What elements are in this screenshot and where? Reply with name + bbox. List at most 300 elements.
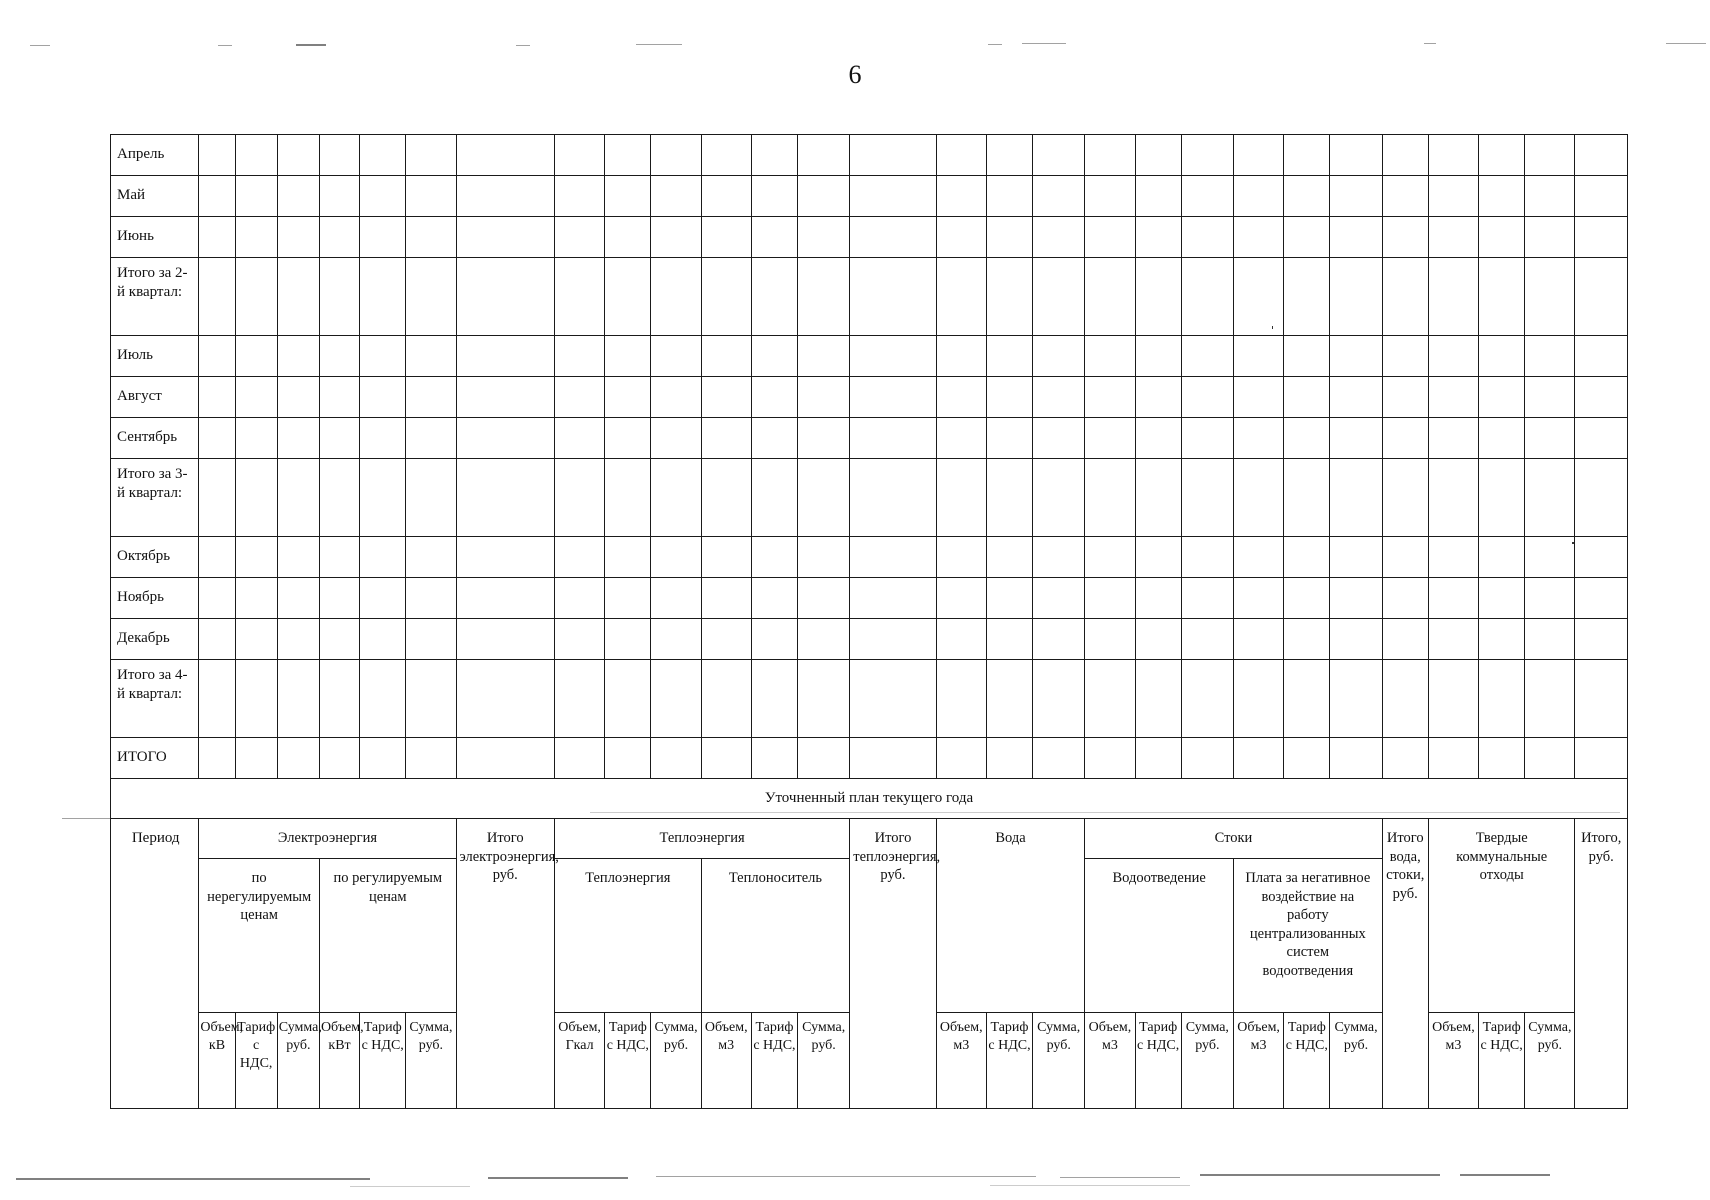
table-cell xyxy=(406,660,456,738)
table-cell xyxy=(1330,459,1382,537)
table-cell xyxy=(406,217,456,258)
table-cell xyxy=(1525,336,1575,377)
table-cell xyxy=(1135,135,1181,176)
subheader-tariff: Тариф с НДС, xyxy=(235,1013,277,1109)
table-cell xyxy=(554,619,604,660)
table-cell xyxy=(360,660,406,738)
table-cell xyxy=(199,418,235,459)
table-cell xyxy=(1233,738,1283,779)
table-cell xyxy=(986,578,1032,619)
table-cell xyxy=(360,578,406,619)
table-cell xyxy=(1085,660,1135,738)
table-cell xyxy=(751,418,797,459)
table-cell xyxy=(1085,578,1135,619)
table-cell xyxy=(701,619,751,660)
subheader-sum: Сумма, руб. xyxy=(1181,1013,1233,1109)
scan-artifact xyxy=(1460,1174,1550,1176)
table-cell xyxy=(1330,176,1382,217)
scan-artifact xyxy=(488,1177,628,1179)
table-cell xyxy=(798,619,850,660)
table-cell xyxy=(651,537,701,578)
table-cell xyxy=(1233,217,1283,258)
table-cell xyxy=(850,377,936,418)
row-label: Сентябрь xyxy=(111,418,199,459)
table-cell xyxy=(850,418,936,459)
table-cell xyxy=(1233,537,1283,578)
table-cell xyxy=(360,176,406,217)
table-cell xyxy=(277,258,319,336)
table-cell xyxy=(199,336,235,377)
table-row xyxy=(111,176,1628,217)
table-cell xyxy=(235,258,277,336)
scan-artifact xyxy=(636,44,682,45)
table-cell xyxy=(1135,459,1181,537)
table-cell xyxy=(277,660,319,738)
table-cell xyxy=(1428,738,1478,779)
header-heat: Теплоэнергия xyxy=(554,819,849,859)
table-cell xyxy=(277,336,319,377)
subheader-tariff: Тариф с НДС, xyxy=(751,1013,797,1109)
table-row xyxy=(111,418,1628,459)
table-cell xyxy=(798,578,850,619)
subheader-volume: Объем, м3 xyxy=(936,1013,986,1109)
table-cell xyxy=(986,418,1032,459)
table-cell xyxy=(1135,176,1181,217)
table-cell xyxy=(406,459,456,537)
table-cell xyxy=(1085,258,1135,336)
table-cell xyxy=(1382,258,1428,336)
scan-artifact xyxy=(1022,43,1066,44)
table-cell xyxy=(406,176,456,217)
table-cell xyxy=(651,619,701,660)
table-cell xyxy=(1085,135,1135,176)
table-cell xyxy=(1033,660,1085,738)
table-cell xyxy=(1479,377,1525,418)
table-cell xyxy=(986,336,1032,377)
table-cell xyxy=(936,459,986,537)
table-cell xyxy=(360,619,406,660)
row-label: Октябрь xyxy=(111,537,199,578)
table-cell xyxy=(199,738,235,779)
table-cell xyxy=(1575,578,1628,619)
table-cell xyxy=(850,336,936,377)
header-water: Вода xyxy=(936,819,1085,1013)
table-cell xyxy=(936,377,986,418)
table-cell xyxy=(651,418,701,459)
table-cell xyxy=(751,258,797,336)
table-cell xyxy=(554,135,604,176)
table-cell xyxy=(235,738,277,779)
table-cell xyxy=(1428,418,1478,459)
table-cell xyxy=(651,660,701,738)
table-cell xyxy=(456,418,554,459)
table-cell xyxy=(1135,738,1181,779)
table-cell xyxy=(360,135,406,176)
table-cell xyxy=(235,176,277,217)
table-cell xyxy=(936,217,986,258)
table-cell xyxy=(277,217,319,258)
table-cell xyxy=(986,176,1032,217)
table-cell xyxy=(1479,336,1525,377)
table-cell xyxy=(319,217,359,258)
table-cell xyxy=(1575,176,1628,217)
table-cell xyxy=(1479,217,1525,258)
table-cell xyxy=(850,537,936,578)
table-cell xyxy=(1233,176,1283,217)
table-cell xyxy=(850,619,936,660)
table-cell xyxy=(986,738,1032,779)
table-cell xyxy=(986,660,1032,738)
subheader-sum: Сумма, руб. xyxy=(1525,1013,1575,1109)
table-cell xyxy=(1284,418,1330,459)
table-cell xyxy=(1575,377,1628,418)
table-cell xyxy=(199,258,235,336)
table-cell xyxy=(1525,258,1575,336)
table-cell xyxy=(319,377,359,418)
table-cell xyxy=(235,418,277,459)
table-cell xyxy=(1382,336,1428,377)
table-cell xyxy=(1181,135,1233,176)
table-cell xyxy=(1330,336,1382,377)
table-cell xyxy=(1181,619,1233,660)
table-cell xyxy=(605,258,651,336)
table-cell xyxy=(936,537,986,578)
table-cell xyxy=(1525,377,1575,418)
header-negative-impact-fee: Плата за негативное воздействие на работу централизованных систем водоотведения xyxy=(1233,859,1382,1013)
table-cell xyxy=(406,619,456,660)
table-cell xyxy=(1284,660,1330,738)
page-number: 6 xyxy=(848,60,862,89)
table-cell xyxy=(319,619,359,660)
scan-artifact xyxy=(1200,1174,1440,1176)
table-cell xyxy=(456,217,554,258)
scan-artifact xyxy=(218,45,232,46)
table-cell xyxy=(1525,459,1575,537)
subheader-sum: Сумма, руб. xyxy=(1033,1013,1085,1109)
table-cell xyxy=(605,660,651,738)
table-cell xyxy=(1181,176,1233,217)
table-cell xyxy=(360,336,406,377)
header-electricity: Электроэнергия xyxy=(199,819,456,859)
table-cell xyxy=(1428,660,1478,738)
subheader-volume: Объем, м3 xyxy=(1085,1013,1135,1109)
table-cell xyxy=(1428,619,1478,660)
table-cell xyxy=(986,217,1032,258)
table-cell xyxy=(1382,176,1428,217)
table-cell xyxy=(1135,537,1181,578)
table-cell xyxy=(936,578,986,619)
table-cell xyxy=(360,738,406,779)
table-cell xyxy=(751,217,797,258)
table-cell xyxy=(1085,537,1135,578)
table-cell xyxy=(1284,217,1330,258)
table-row xyxy=(111,578,1628,619)
table-cell xyxy=(1135,217,1181,258)
table-cell xyxy=(605,619,651,660)
table-cell xyxy=(1085,217,1135,258)
table-cell xyxy=(1525,738,1575,779)
table-cell xyxy=(1033,418,1085,459)
table-row xyxy=(111,217,1628,258)
table-cell xyxy=(1479,738,1525,779)
table-cell xyxy=(456,377,554,418)
table-cell xyxy=(360,377,406,418)
table-cell xyxy=(1033,336,1085,377)
table-cell xyxy=(936,738,986,779)
table-cell xyxy=(1525,619,1575,660)
table-cell xyxy=(360,217,406,258)
table-cell xyxy=(936,336,986,377)
section-band-row xyxy=(111,779,1628,819)
table-cell xyxy=(605,537,651,578)
table-cell xyxy=(701,135,751,176)
table-cell xyxy=(1135,578,1181,619)
table-cell xyxy=(456,336,554,377)
table-cell xyxy=(1428,459,1478,537)
table-cell xyxy=(199,459,235,537)
row-label: Итого за 4-й квартал: xyxy=(111,660,199,738)
table-cell xyxy=(605,217,651,258)
table-cell xyxy=(651,176,701,217)
table-cell xyxy=(554,217,604,258)
table-cell xyxy=(1428,258,1478,336)
table-cell xyxy=(554,459,604,537)
table-cell xyxy=(850,738,936,779)
table-cell xyxy=(1181,336,1233,377)
table-cell xyxy=(1233,578,1283,619)
subheader-tariff: Тариф с НДС, xyxy=(605,1013,651,1109)
table-cell xyxy=(406,135,456,176)
table-cell xyxy=(1382,578,1428,619)
table-cell xyxy=(277,738,319,779)
table-cell xyxy=(554,377,604,418)
table-cell xyxy=(406,258,456,336)
scan-artifact xyxy=(16,1178,370,1180)
scan-artifact xyxy=(990,1185,1190,1186)
table-cell xyxy=(235,336,277,377)
table-cell xyxy=(850,135,936,176)
header-water-sewage-total: Итого вода, стоки, руб. xyxy=(1382,819,1428,1109)
table-cell xyxy=(850,459,936,537)
table-row xyxy=(111,660,1628,738)
table-cell xyxy=(1479,459,1525,537)
table-cell xyxy=(277,619,319,660)
scan-artifact xyxy=(656,1176,1036,1177)
table-cell xyxy=(1525,418,1575,459)
table-cell xyxy=(1033,258,1085,336)
table-cell xyxy=(1479,660,1525,738)
table-cell xyxy=(701,738,751,779)
table-cell xyxy=(406,738,456,779)
table-cell xyxy=(751,660,797,738)
row-label: Ноябрь xyxy=(111,578,199,619)
subheader-volume: Объем, м3 xyxy=(1428,1013,1478,1109)
table-cell xyxy=(1233,619,1283,660)
table-cell xyxy=(554,258,604,336)
table-cell xyxy=(1525,578,1575,619)
table-cell xyxy=(1330,258,1382,336)
table-cell xyxy=(1181,258,1233,336)
table-cell xyxy=(319,258,359,336)
table-cell xyxy=(1575,258,1628,336)
table-cell xyxy=(651,336,701,377)
table-cell xyxy=(1525,176,1575,217)
row-label: Июль xyxy=(111,336,199,377)
table-cell xyxy=(1284,537,1330,578)
table-cell xyxy=(1085,738,1135,779)
table-cell xyxy=(199,578,235,619)
table-cell xyxy=(1382,660,1428,738)
table-cell xyxy=(1479,619,1525,660)
scan-artifact xyxy=(30,45,50,46)
table-cell xyxy=(651,578,701,619)
table-cell xyxy=(277,176,319,217)
table-cell xyxy=(456,578,554,619)
table-cell xyxy=(850,258,936,336)
table-cell xyxy=(1382,418,1428,459)
table-row xyxy=(111,738,1628,779)
table-cell xyxy=(1330,537,1382,578)
table-cell xyxy=(199,135,235,176)
table-cell xyxy=(1135,418,1181,459)
table-cell xyxy=(1135,377,1181,418)
table-cell xyxy=(986,135,1032,176)
table-cell xyxy=(751,377,797,418)
header-heat-energy: Теплоэнергия xyxy=(554,859,701,1013)
table-cell xyxy=(798,135,850,176)
table-cell xyxy=(1033,176,1085,217)
subheader-tariff: Тариф с НДС, xyxy=(1284,1013,1330,1109)
table-cell xyxy=(406,578,456,619)
table-cell xyxy=(1382,217,1428,258)
table-cell xyxy=(701,217,751,258)
table-cell xyxy=(1525,660,1575,738)
table-cell xyxy=(277,537,319,578)
table-cell xyxy=(1479,135,1525,176)
table-cell xyxy=(986,377,1032,418)
table-cell xyxy=(701,459,751,537)
table-cell xyxy=(360,418,406,459)
table-cell xyxy=(1181,459,1233,537)
table-cell xyxy=(199,217,235,258)
table-cell xyxy=(319,135,359,176)
table-cell xyxy=(1479,418,1525,459)
utilities-plan-table xyxy=(110,134,1628,1109)
table-cell xyxy=(319,459,359,537)
table-cell xyxy=(798,258,850,336)
table-cell xyxy=(751,459,797,537)
table-cell xyxy=(1428,176,1478,217)
header-row-1 xyxy=(111,819,1628,859)
table-cell xyxy=(1181,578,1233,619)
table-cell xyxy=(936,418,986,459)
table-cell xyxy=(1033,377,1085,418)
table-cell xyxy=(1330,135,1382,176)
row-label: Итого за 2-й квартал: xyxy=(111,258,199,336)
row-label: Декабрь xyxy=(111,619,199,660)
table-cell xyxy=(701,660,751,738)
table-cell xyxy=(1233,336,1283,377)
table-cell xyxy=(1575,738,1628,779)
scan-artifact xyxy=(1060,1177,1180,1178)
table-cell xyxy=(1135,258,1181,336)
table-cell xyxy=(1085,176,1135,217)
table-cell xyxy=(701,258,751,336)
table-cell xyxy=(850,578,936,619)
table-cell xyxy=(406,537,456,578)
table-cell xyxy=(235,135,277,176)
table-cell xyxy=(850,660,936,738)
header-water-disposal: Водоотведение xyxy=(1085,859,1234,1013)
table-cell xyxy=(1181,217,1233,258)
scan-artifact xyxy=(1424,43,1436,44)
subheader-volume: Объем, м3 xyxy=(1233,1013,1283,1109)
table-cell xyxy=(1428,135,1478,176)
subheader-sum: Сумма, руб. xyxy=(798,1013,850,1109)
table-cell xyxy=(605,176,651,217)
header-grand-total: Итого, руб. xyxy=(1575,819,1628,1109)
subheader-tariff: Тариф с НДС, xyxy=(986,1013,1032,1109)
table-cell xyxy=(798,377,850,418)
table-cell xyxy=(319,578,359,619)
subheader-volume: Объем, кВ xyxy=(199,1013,235,1109)
table-cell xyxy=(1525,537,1575,578)
table-cell xyxy=(1033,459,1085,537)
table-cell xyxy=(199,537,235,578)
table-cell xyxy=(1382,135,1428,176)
row-label: Апрель xyxy=(111,135,199,176)
table-cell xyxy=(277,578,319,619)
table-cell xyxy=(1575,619,1628,660)
subheader-volume: Объем, м3 xyxy=(701,1013,751,1109)
scan-artifact xyxy=(296,44,326,46)
table-cell xyxy=(1575,459,1628,537)
table-cell xyxy=(456,619,554,660)
scan-artifact xyxy=(62,818,110,819)
table-cell xyxy=(798,459,850,537)
table-cell xyxy=(605,377,651,418)
table-cell xyxy=(850,176,936,217)
table-cell xyxy=(319,336,359,377)
table-cell xyxy=(199,377,235,418)
table-cell xyxy=(235,537,277,578)
table-cell xyxy=(1382,459,1428,537)
table-row xyxy=(111,336,1628,377)
table-cell xyxy=(798,176,850,217)
table-cell xyxy=(554,738,604,779)
table-cell xyxy=(986,459,1032,537)
header-heat-total: Итого теплоэнергия, руб. xyxy=(850,819,936,1109)
table-cell xyxy=(1428,537,1478,578)
table-cell xyxy=(1181,738,1233,779)
table-cell xyxy=(701,336,751,377)
row-label: Июнь xyxy=(111,217,199,258)
table-cell xyxy=(1033,135,1085,176)
table-cell xyxy=(701,176,751,217)
table-cell xyxy=(936,258,986,336)
table-cell xyxy=(751,738,797,779)
table-row xyxy=(111,377,1628,418)
table-cell xyxy=(319,418,359,459)
table-cell xyxy=(651,738,701,779)
table-cell xyxy=(1525,135,1575,176)
table-cell xyxy=(1233,135,1283,176)
table-cell xyxy=(1033,217,1085,258)
subheader-sum: Сумма, руб. xyxy=(1330,1013,1382,1109)
table-cell xyxy=(651,459,701,537)
table-cell xyxy=(798,738,850,779)
table-cell xyxy=(1382,619,1428,660)
